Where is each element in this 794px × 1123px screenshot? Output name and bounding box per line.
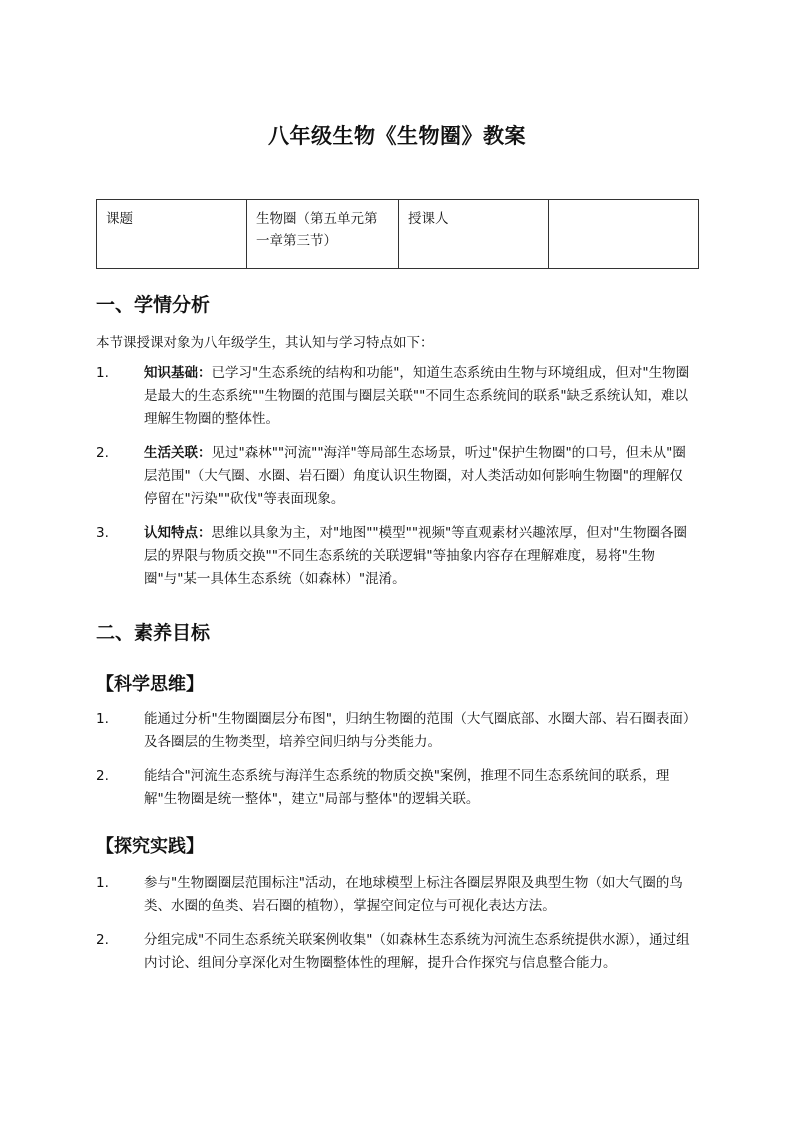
list-item <box>96 765 696 811</box>
section-heading-analysis: 一、学情分析 <box>96 294 211 316</box>
item-text: 已学习"生态系统的结构和功能"，知道生态系统由生物与环境组成，但对"生物圈是最大的生态系统""生物圈的范围与圈层关联""不同生态系统间的联系"缺乏系统认知，难以理解生物圈的整体性。 <box>144 365 690 427</box>
inquiry-practice-list <box>96 872 696 986</box>
section-heading-goals: 二、素养目标 <box>96 622 211 644</box>
item-text: 分组完成"不同生态系统关联案例收集"（如森林生态系统为河流生态系统提供水源），通过组内讨论、组间分享深化对生物圈整体性的理解，提升合作探究与信息整合能力。 <box>144 932 690 971</box>
section-intro: 本节课授课对象为八年级学生，其认知与学习特点如下： <box>96 335 434 351</box>
item-text: 见过"森林""河流""海洋"等局部生态场景，听过"保护生物圈"的口号，但未从"圈层范围"（大气圈、水圈、岩石圈）角度认识生物圈，对人类活动如何影响生物圈"的理解仅停留在"污染""砍伐"等表面现象。 <box>144 445 686 507</box>
list-item <box>96 708 696 754</box>
table-cell-topic-value: 生物圈（第五单元第一章第三节） <box>247 200 399 269</box>
list-number: 1. <box>96 711 109 727</box>
list-item <box>96 522 696 591</box>
table-row <box>97 200 699 269</box>
subsection-heading-scientific-thinking: 【科学思维】 <box>96 674 204 695</box>
table-cell-topic-label: 课题 <box>97 200 247 269</box>
scientific-thinking-list <box>96 708 696 822</box>
item-text: 思维以具象为主，对"地图""模型""视频"等直观素材兴趣浓厚，但对"生物圈各圈层的界限与物质交换""不同生态系统的关联逻辑"等抽象内容存在理解难度，易将"生物圈"与"某一具体生态系统（如森林）"混淆。 <box>144 525 687 587</box>
table-cell-teacher-value <box>549 200 699 269</box>
document-title: 八年级生物《生物圈》教案 <box>268 124 526 148</box>
list-number: 2. <box>96 768 109 784</box>
info-table <box>96 199 699 269</box>
item-text: 参与"生物圈圈层范围标注"活动，在地球模型上标注各圈层界限及典型生物（如大气圈的鸟类、水圈的鱼类、岩石圈的植物），掌握空间定位与可视化表达方法。 <box>144 875 683 914</box>
list-item <box>96 362 696 431</box>
item-label: 认知特点： <box>144 525 212 541</box>
item-label: 知识基础： <box>144 365 212 381</box>
list-number: 3. <box>96 525 109 541</box>
list-item <box>96 872 696 918</box>
subsection-heading-inquiry-practice: 【探究实践】 <box>96 836 204 857</box>
list-number: 2. <box>96 445 109 461</box>
list-number: 2. <box>96 932 109 948</box>
item-text: 能通过分析"生物圈圈层分布图"，归纳生物圈的范围（大气圈底部、水圈大部、岩石圈表面）及各圈层的生物类型，培养空间归纳与分类能力。 <box>144 711 690 750</box>
list-item <box>96 929 696 975</box>
list-number: 1. <box>96 875 109 891</box>
analysis-list <box>96 362 696 602</box>
item-text: 能结合"河流生态系统与海洋生态系统的物质交换"案例，推理不同生态系统间的联系，理解"生物圈是统一整体"，建立"局部与整体"的逻辑关联。 <box>144 768 670 807</box>
list-item <box>96 442 696 511</box>
table-cell-teacher-label: 授课人 <box>399 200 549 269</box>
item-label: 生活关联： <box>144 445 212 461</box>
list-number: 1. <box>96 365 109 381</box>
